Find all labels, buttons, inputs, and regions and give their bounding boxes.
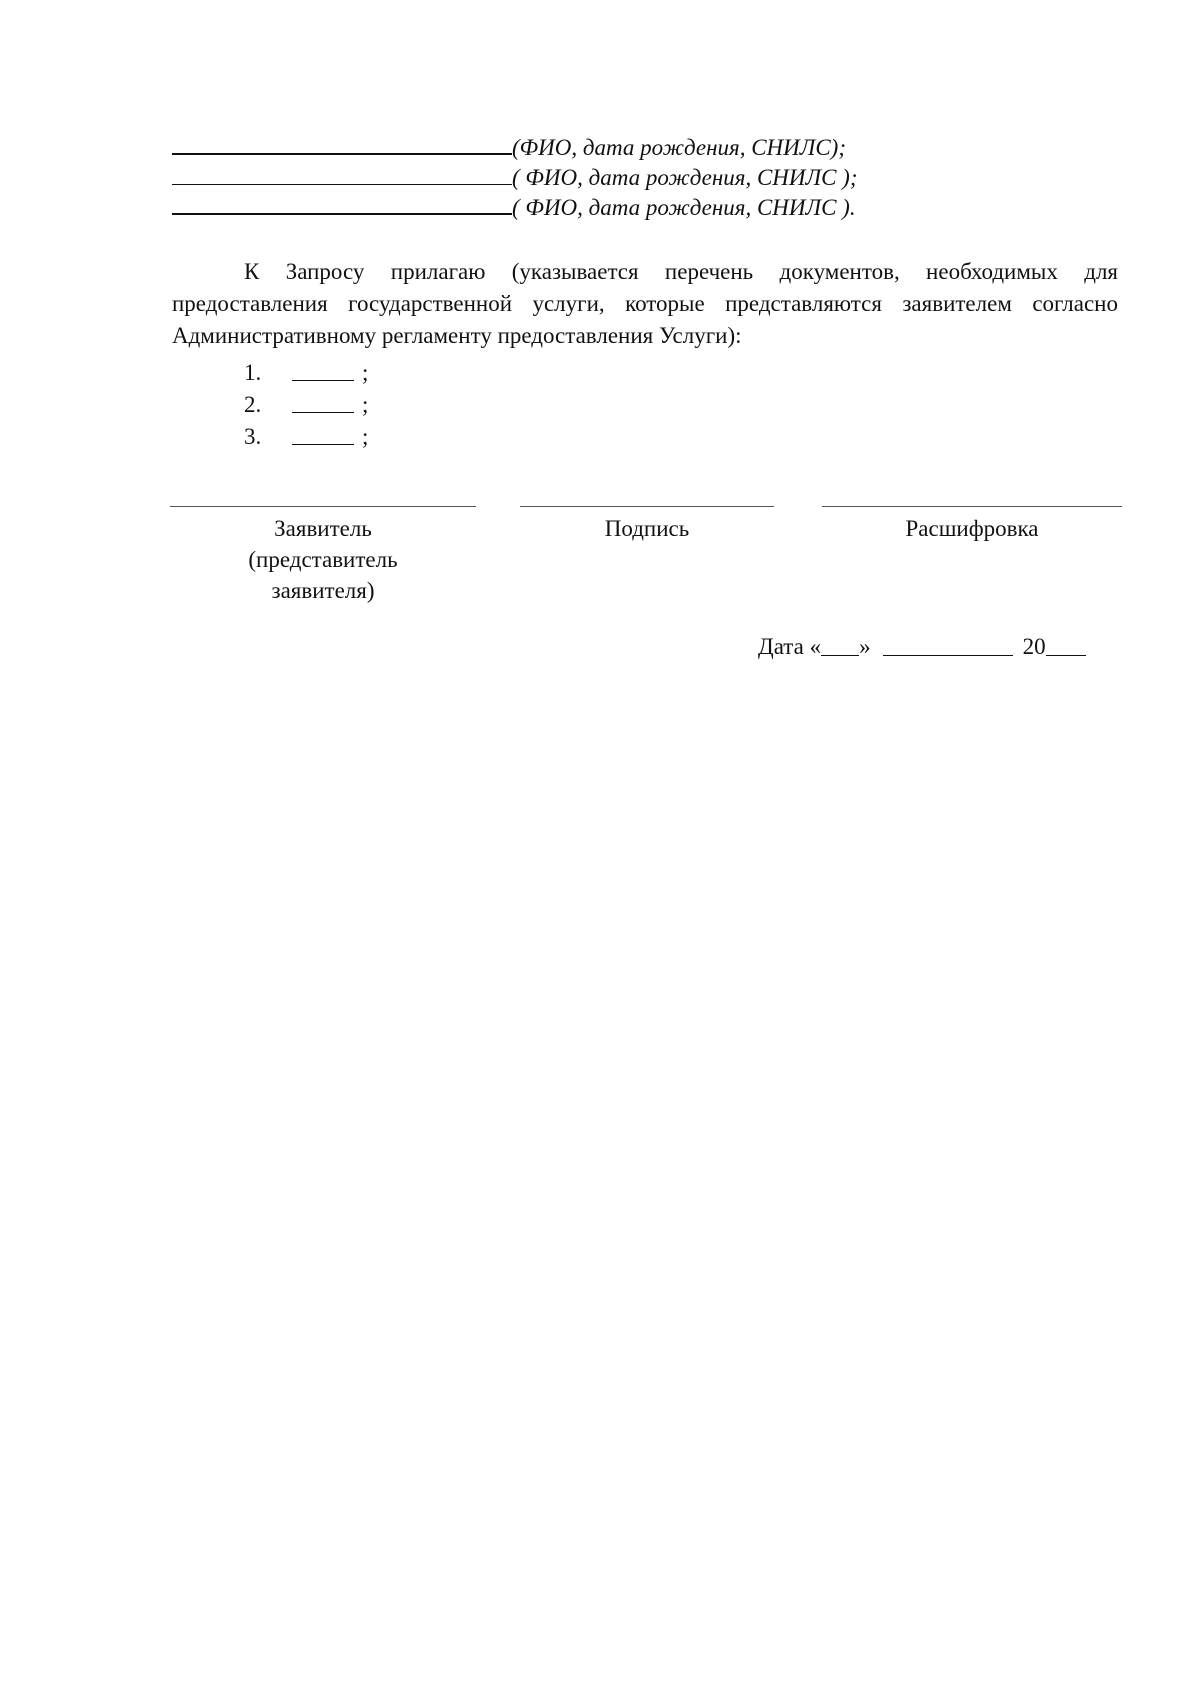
applicant-column [170,506,476,606]
attachment-semicolon: ; [362,392,369,417]
month-blank [883,655,1013,656]
fill-in-blank [172,213,512,215]
signature-line [822,506,1122,507]
signature-label: Подпись [604,516,690,541]
decoding-column [822,506,1122,544]
attachments-list [244,354,368,450]
attachments-intro-paragraph: К Запросу прилагаю (указывается перечень документов, необходимых для предоставления государственной услуги, которые представляются заявителем согласно Административному регламенту предоставления Услуги): [172,259,1118,348]
applicant-label: Заявитель (представитель заявителя) [248,516,398,603]
persons-list [172,131,858,221]
signature-column [520,506,774,544]
year-blank [1046,655,1086,656]
person-caption: ( ФИО, дата рождения, СНИЛС ). [512,195,856,220]
person-caption: ( ФИО, дата рождения, СНИЛС ); [512,165,858,190]
fill-in-blank [292,380,354,381]
date-line [758,634,1086,660]
date-quote-close: » [859,634,871,659]
fill-in-blank [292,412,354,413]
signature-line [170,506,476,507]
person-caption: (ФИО, дата рождения, СНИЛС); [512,135,846,160]
attachment-item [244,418,368,450]
person-line [172,191,858,221]
attachment-number: 3. [244,424,262,449]
decoding-label: Расшифровка [905,516,1039,541]
fill-in-blank [172,153,512,155]
attachment-number: 1. [244,360,262,385]
attachment-semicolon: ; [362,424,369,449]
year-prefix: 20 [1022,634,1046,659]
attachment-item [244,386,368,418]
person-line [172,161,858,191]
person-line [172,131,858,161]
date-prefix: Дата « [758,634,822,659]
signature-line [520,506,774,507]
day-blank [821,655,859,656]
attachment-number: 2. [244,392,262,417]
attachment-semicolon: ; [362,360,369,385]
fill-in-blank [172,184,512,185]
fill-in-blank [292,444,354,445]
attachment-item [244,354,368,386]
